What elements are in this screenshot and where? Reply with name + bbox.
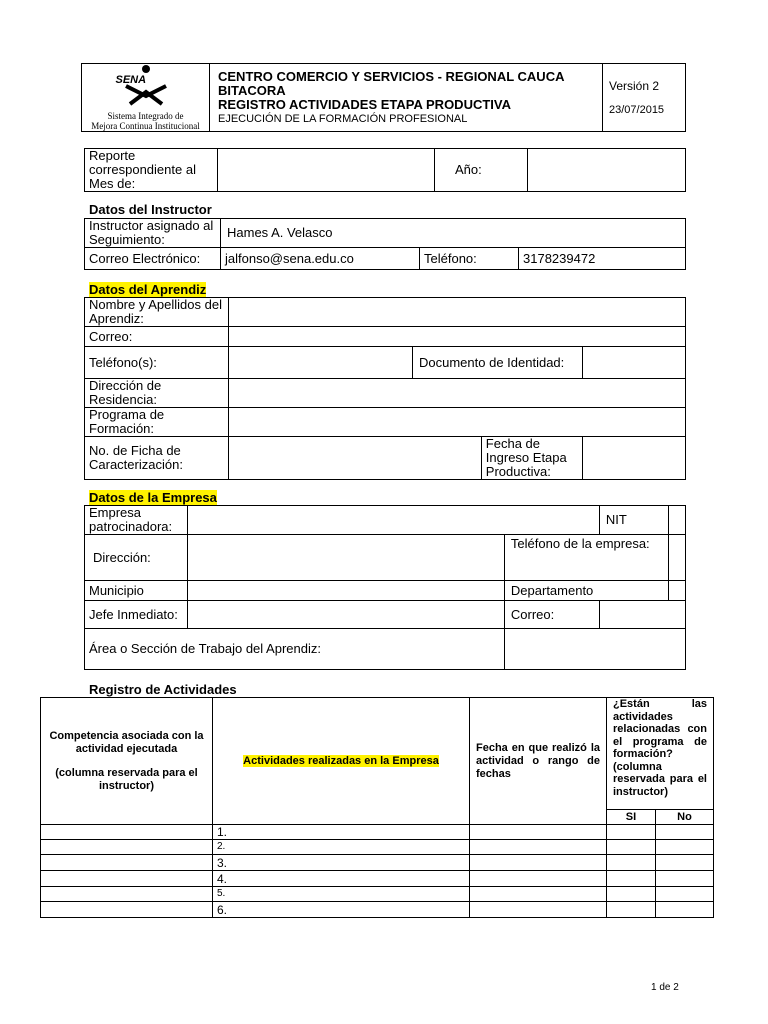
fecha-cell[interactable] xyxy=(470,825,607,840)
col-competencia-note: (columna reservada para el instructor) xyxy=(55,766,198,792)
fecha-cell[interactable] xyxy=(470,902,607,918)
version-cell xyxy=(603,64,686,132)
actividad-cell[interactable]: 1. xyxy=(213,825,470,840)
instructor-correo-label: Correo Electrónico: xyxy=(85,248,221,270)
empresa-area-value[interactable] xyxy=(504,629,685,670)
no-cell[interactable] xyxy=(656,825,714,840)
instructor-table xyxy=(84,218,686,270)
empresa-section-title: Datos de la Empresa xyxy=(89,490,217,505)
title-line-1: CENTRO COMERCIO Y SERVICIOS - REGIONAL CAUCA xyxy=(218,68,565,84)
instructor-section-title: Datos del Instructor xyxy=(89,202,212,217)
competencia-cell[interactable] xyxy=(41,855,213,871)
report-table xyxy=(84,148,686,192)
no-cell[interactable] xyxy=(656,840,714,855)
empresa-municipio-value[interactable] xyxy=(188,581,505,601)
si-cell[interactable] xyxy=(607,840,656,855)
aprendiz-documento-value[interactable] xyxy=(582,347,685,379)
aprendiz-programa-value[interactable] xyxy=(229,408,686,437)
competencia-cell[interactable] xyxy=(41,887,213,902)
date-text: 23/07/2015 xyxy=(609,103,665,116)
table-row xyxy=(41,871,714,887)
aprendiz-telefono-label: Teléfono(s): xyxy=(85,347,229,379)
logo-cell xyxy=(82,64,210,132)
competencia-cell[interactable] xyxy=(41,902,213,918)
si-cell[interactable] xyxy=(607,887,656,902)
aprendiz-direccion-label: Dirección de Residencia: xyxy=(85,379,229,408)
empresa-patrocinadora-value[interactable] xyxy=(188,506,600,535)
competencia-cell[interactable] xyxy=(41,825,213,840)
anio-label: Año: xyxy=(435,149,528,192)
col-actividades-text: Actividades realizadas en la Empresa xyxy=(243,755,439,767)
si-cell[interactable] xyxy=(607,871,656,887)
aprendiz-documento-label: Documento de Identidad: xyxy=(413,347,583,379)
table-row xyxy=(41,902,714,918)
aprendiz-fecha-ingreso-value[interactable] xyxy=(582,437,685,480)
aprendiz-section-title: Datos del Aprendiz xyxy=(89,282,207,297)
actividad-cell[interactable]: 4. xyxy=(213,871,470,887)
empresa-telefono-label: Teléfono de la empresa: xyxy=(504,535,668,581)
empresa-table xyxy=(84,505,686,670)
empresa-municipio-label: Municipio xyxy=(85,581,188,601)
col-fecha-header: Fecha en que realizó la actividad o rango de fechas xyxy=(470,698,607,825)
actividad-cell[interactable]: 2. xyxy=(213,840,470,855)
aprendiz-table xyxy=(84,297,686,480)
no-cell[interactable] xyxy=(656,855,714,871)
fecha-cell[interactable] xyxy=(470,855,607,871)
actividad-cell[interactable]: 5. xyxy=(213,887,470,902)
empresa-telefono-value[interactable] xyxy=(668,535,685,581)
col-relacion-header: ¿Están las actividades relacionadas con el programa de formación? (columna reservada para el instructor) xyxy=(607,698,714,810)
table-row xyxy=(41,855,714,871)
col-actividades-header xyxy=(213,698,470,825)
empresa-nit-label: NIT xyxy=(599,506,668,535)
aprendiz-nombre-label: Nombre y Apellidos del Aprendiz: xyxy=(85,298,229,327)
title-line-2: BITACORA xyxy=(218,82,286,98)
aprendiz-fecha-ingreso-label: Fecha de Ingreso Etapa Productiva: xyxy=(481,437,582,480)
actividad-cell[interactable]: 6. xyxy=(213,902,470,918)
empresa-nit-value[interactable] xyxy=(668,506,685,535)
logo-caption-1: Sistema Integrado de xyxy=(107,111,184,121)
si-cell[interactable] xyxy=(607,825,656,840)
empresa-jefe-label: Jefe Inmediato: xyxy=(85,601,188,629)
col-no-header: No xyxy=(656,810,714,825)
page-number: 1 de 2 xyxy=(651,982,679,993)
subtitle: EJECUCIÓN DE LA FORMACIÓN PROFESIONAL xyxy=(218,112,468,125)
empresa-patrocinadora-label: Empresa patrocinadora: xyxy=(85,506,188,535)
fecha-cell[interactable] xyxy=(470,840,607,855)
title-cell xyxy=(210,64,603,132)
actividades-table xyxy=(40,697,714,918)
empresa-jefe-value[interactable] xyxy=(188,601,505,629)
empresa-departamento-label: Departamento xyxy=(504,581,668,601)
logo-wordmark: SENA xyxy=(115,73,147,86)
instructor-asignado-label: Instructor asignado al Seguimiento: xyxy=(85,219,221,248)
aprendiz-ficha-value[interactable] xyxy=(229,437,482,480)
empresa-correo-label: Correo: xyxy=(504,601,599,629)
actividades-section-title: Registro de Actividades xyxy=(89,682,237,697)
no-cell[interactable] xyxy=(656,871,714,887)
empresa-departamento-value[interactable] xyxy=(668,581,685,601)
aprendiz-programa-label: Programa de Formación: xyxy=(85,408,229,437)
version-text: Versión 2 xyxy=(609,78,660,93)
mes-value[interactable] xyxy=(218,149,435,192)
instructor-telefono-value[interactable]: 3178239472 xyxy=(519,248,686,270)
col-competencia-text: Competencia asociada con la actividad ejecutada xyxy=(49,729,204,755)
competencia-cell[interactable] xyxy=(41,840,213,855)
document-header xyxy=(81,63,686,132)
instructor-telefono-label: Teléfono: xyxy=(420,248,519,270)
empresa-correo-value[interactable] xyxy=(599,601,685,629)
fecha-cell[interactable] xyxy=(470,871,607,887)
title-line-3: REGISTRO ACTIVIDADES ETAPA PRODUCTIVA xyxy=(218,96,511,112)
no-cell[interactable] xyxy=(656,887,714,902)
no-cell[interactable] xyxy=(656,902,714,918)
mes-label: Reporte correspondiente al Mes de: xyxy=(85,149,218,192)
empresa-direccion-value[interactable] xyxy=(188,535,505,581)
col-competencia-header xyxy=(41,698,213,825)
anio-value[interactable] xyxy=(528,149,686,192)
table-row xyxy=(41,887,714,902)
table-row xyxy=(41,840,714,855)
competencia-cell[interactable] xyxy=(41,871,213,887)
aprendiz-correo-value[interactable] xyxy=(229,327,686,347)
fecha-cell[interactable] xyxy=(470,887,607,902)
si-cell[interactable] xyxy=(607,902,656,918)
logo-caption-2: Mejora Continua Institucional xyxy=(91,121,200,131)
actividad-cell[interactable]: 3. xyxy=(213,855,470,871)
instructor-asignado-value[interactable]: Hames A. Velasco xyxy=(221,219,686,248)
col-si-header: SI xyxy=(607,810,656,825)
aprendiz-direccion-value[interactable] xyxy=(229,379,686,408)
aprendiz-nombre-value[interactable] xyxy=(229,298,686,327)
aprendiz-correo-label: Correo: xyxy=(85,327,229,347)
table-row xyxy=(41,825,714,840)
instructor-correo-value[interactable]: jalfonso@sena.edu.co xyxy=(221,248,420,270)
aprendiz-telefono-value[interactable] xyxy=(229,347,413,379)
si-cell[interactable] xyxy=(607,855,656,871)
aprendiz-ficha-label: No. de Ficha de Caracterización: xyxy=(85,437,229,480)
empresa-direccion-label: Dirección: xyxy=(85,535,188,581)
empresa-area-label: Área o Sección de Trabajo del Aprendiz: xyxy=(85,629,505,670)
